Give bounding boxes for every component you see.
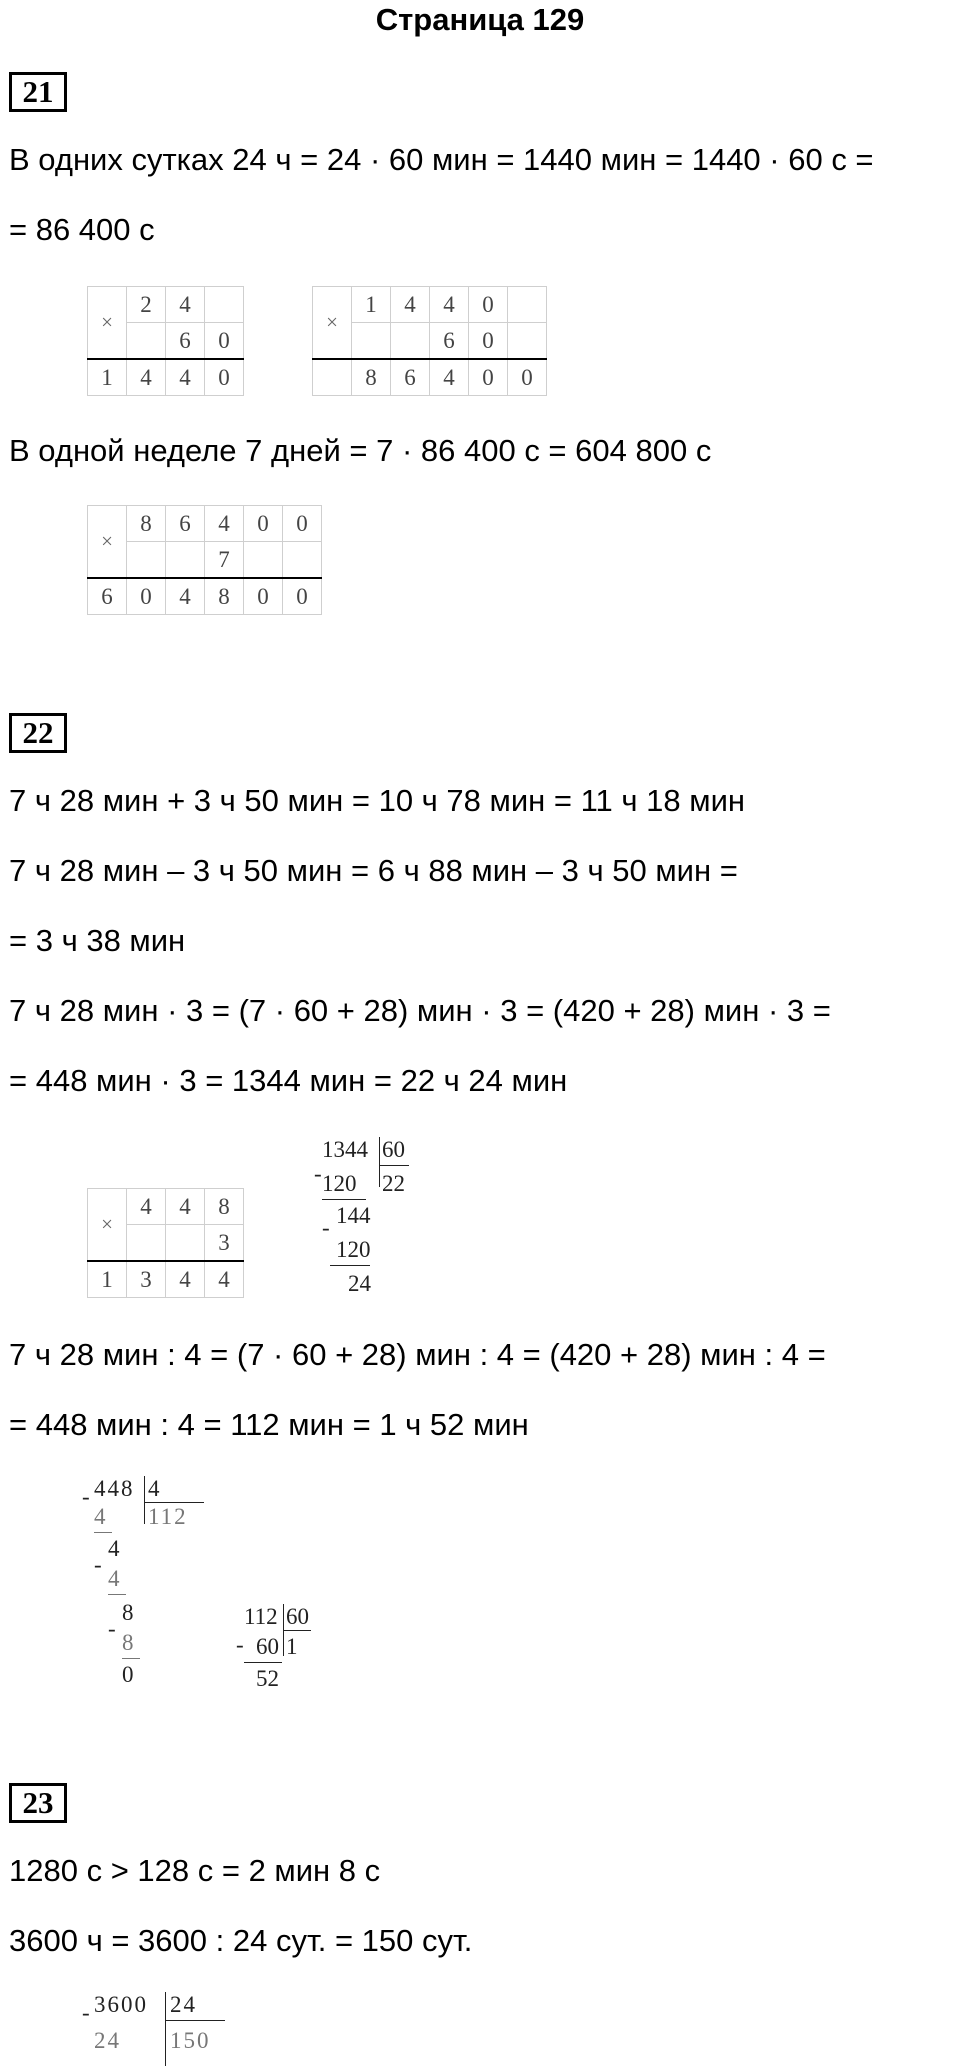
ex23-line-1: 1280 с > 128 с = 2 мин 8 с [9, 1853, 381, 1888]
grid-cell: 7 [205, 542, 244, 579]
ex21-multiplication-grid-2 [312, 286, 547, 396]
subtrahend: 60 [256, 1634, 279, 1659]
quotient: 112 [148, 1504, 188, 1529]
minus-sign: - [82, 2000, 90, 2025]
divisor: 24 [170, 1992, 197, 2017]
ex22-long-division-448-by-4 [80, 1470, 210, 1700]
grid-cell: 4 [166, 359, 205, 396]
grid-cell: 0 [283, 578, 322, 615]
exercise-number-23: 23 [9, 1783, 67, 1823]
grid-cell: 4 [430, 287, 469, 323]
grid-cell: 4 [127, 1189, 166, 1225]
divisor: 60 [286, 1604, 309, 1629]
ex22-line-4: 7 ч 28 мин · 3 = (7 · 60 + 28) мин · 3 = (420 + 28) мин · 3 = [9, 993, 831, 1028]
ex22-line-1: 7 ч 28 мин + 3 ч 50 мин = 10 ч 78 мин = 11 ч 18 мин [9, 783, 746, 818]
dividend: 1344 [322, 1137, 368, 1162]
grid-cell [508, 287, 547, 323]
grid-cell: 0 [205, 359, 244, 396]
grid-cell: 3 [205, 1225, 244, 1262]
grid-cell: 1 [88, 1261, 127, 1298]
subtrahend: 4 [94, 1504, 106, 1529]
grid-cell: 4 [166, 578, 205, 615]
grid-cell: 1 [88, 359, 127, 396]
grid-cell: 0 [469, 359, 508, 396]
multiply-sign: × [88, 1189, 127, 1262]
grid-cell: 4 [127, 359, 166, 396]
subtrahend: 120 [336, 1237, 371, 1262]
grid-cell: 8 [205, 1189, 244, 1225]
multiply-sign: × [313, 287, 352, 360]
minus-sign: - [108, 1616, 116, 1641]
grid-cell: 6 [166, 323, 205, 360]
ex21-line-1: В одних сутках 24 ч = 24 · 60 мин = 1440 мин = 1440 · 60 с = [9, 142, 874, 177]
grid-cell: 6 [430, 323, 469, 360]
ex23-line-2: 3600 ч = 3600 : 24 сут. = 150 сут. [9, 1923, 473, 1958]
grid-cell: 2 [127, 287, 166, 323]
grid-cell [205, 287, 244, 323]
grid-cell [127, 323, 166, 360]
grid-cell [508, 323, 547, 360]
quotient: 22 [382, 1171, 405, 1196]
remainder: 52 [256, 1666, 279, 1691]
grid-cell [391, 323, 430, 360]
grid-cell [313, 359, 352, 396]
multiply-sign: × [88, 287, 127, 360]
remainder: 24 [348, 1271, 371, 1296]
grid-cell: 4 [166, 287, 205, 323]
grid-cell [352, 323, 391, 360]
exercise-number-22: 22 [9, 713, 67, 753]
dividend: 3600 [94, 1992, 148, 2017]
ex22-line-5: = 448 мин · 3 = 1344 мин = 22 ч 24 мин [9, 1063, 568, 1098]
grid-cell: 4 [205, 506, 244, 542]
grid-cell: 4 [166, 1189, 205, 1225]
grid-cell [166, 1225, 205, 1262]
minus-sign: - [82, 1484, 90, 1509]
minus-sign: - [94, 1552, 102, 1577]
minus-sign: - [236, 1632, 244, 1657]
subtrahend: 4 [108, 1566, 120, 1591]
grid-cell [244, 542, 283, 579]
ex22-multiplication-grid [87, 1188, 244, 1298]
grid-cell: 0 [469, 323, 508, 360]
grid-cell: 0 [508, 359, 547, 396]
ex22-line-3: = 3 ч 38 мин [9, 923, 186, 958]
multiply-sign: × [88, 506, 127, 579]
ex21-line-3: В одной неделе 7 дней = 7 · 86 400 с = 604 800 с [9, 433, 712, 468]
ex22-long-division-112-by-60 [234, 1602, 344, 1702]
ex21-multiplication-grid-3 [87, 505, 322, 615]
grid-cell: 0 [205, 323, 244, 360]
grid-cell: 0 [127, 578, 166, 615]
minus-sign: - [314, 1161, 322, 1186]
grid-cell: 8 [352, 359, 391, 396]
ex21-multiplication-grid-1 [87, 286, 244, 396]
divisor: 60 [382, 1137, 405, 1162]
grid-cell: 4 [391, 287, 430, 323]
grid-cell: 0 [469, 287, 508, 323]
subtrahend: 120 [322, 1171, 357, 1196]
grid-cell: 4 [430, 359, 469, 396]
minus-sign: - [322, 1215, 330, 1240]
grid-cell [166, 542, 205, 579]
ex22-line-6: 7 ч 28 мин : 4 = (7 · 60 + 28) мин : 4 = (420 + 28) мин : 4 = [9, 1337, 826, 1372]
grid-cell: 6 [391, 359, 430, 396]
divisor: 4 [148, 1476, 160, 1501]
grid-cell [127, 542, 166, 579]
quotient: 150 [170, 2028, 211, 2053]
ex22-line-7: = 448 мин : 4 = 112 мин = 1 ч 52 мин [9, 1407, 529, 1442]
grid-cell: 3 [127, 1261, 166, 1298]
remainder: 0 [122, 1662, 134, 1687]
grid-cell: 0 [283, 506, 322, 542]
ex23-long-division-3600-by-24 [80, 1988, 250, 2066]
remainder: 144 [336, 1203, 371, 1228]
dividend: 448 [94, 1476, 135, 1501]
subtrahend: 8 [122, 1630, 134, 1655]
grid-cell: 1 [352, 287, 391, 323]
quotient: 1 [286, 1634, 298, 1659]
dividend: 112 [244, 1604, 278, 1629]
ex21-line-2: = 86 400 с [9, 212, 155, 247]
subtrahend: 24 [94, 2028, 121, 2053]
grid-cell: 8 [127, 506, 166, 542]
grid-cell: 4 [166, 1261, 205, 1298]
remainder: 8 [122, 1600, 134, 1625]
grid-cell [283, 542, 322, 579]
remainder: 4 [108, 1536, 120, 1561]
grid-cell: 4 [205, 1261, 244, 1298]
grid-cell: 6 [88, 578, 127, 615]
exercise-number-21: 21 [9, 72, 67, 112]
page-title: Страница 129 [375, 2, 585, 37]
ex22-long-division-1344-by-60 [312, 1135, 422, 1310]
grid-cell: 6 [166, 506, 205, 542]
grid-cell [127, 1225, 166, 1262]
grid-cell: 8 [205, 578, 244, 615]
grid-cell: 0 [244, 578, 283, 615]
ex22-line-2: 7 ч 28 мин – 3 ч 50 мин = 6 ч 88 мин – 3 ч 50 мин = [9, 853, 738, 888]
grid-cell: 0 [244, 506, 283, 542]
